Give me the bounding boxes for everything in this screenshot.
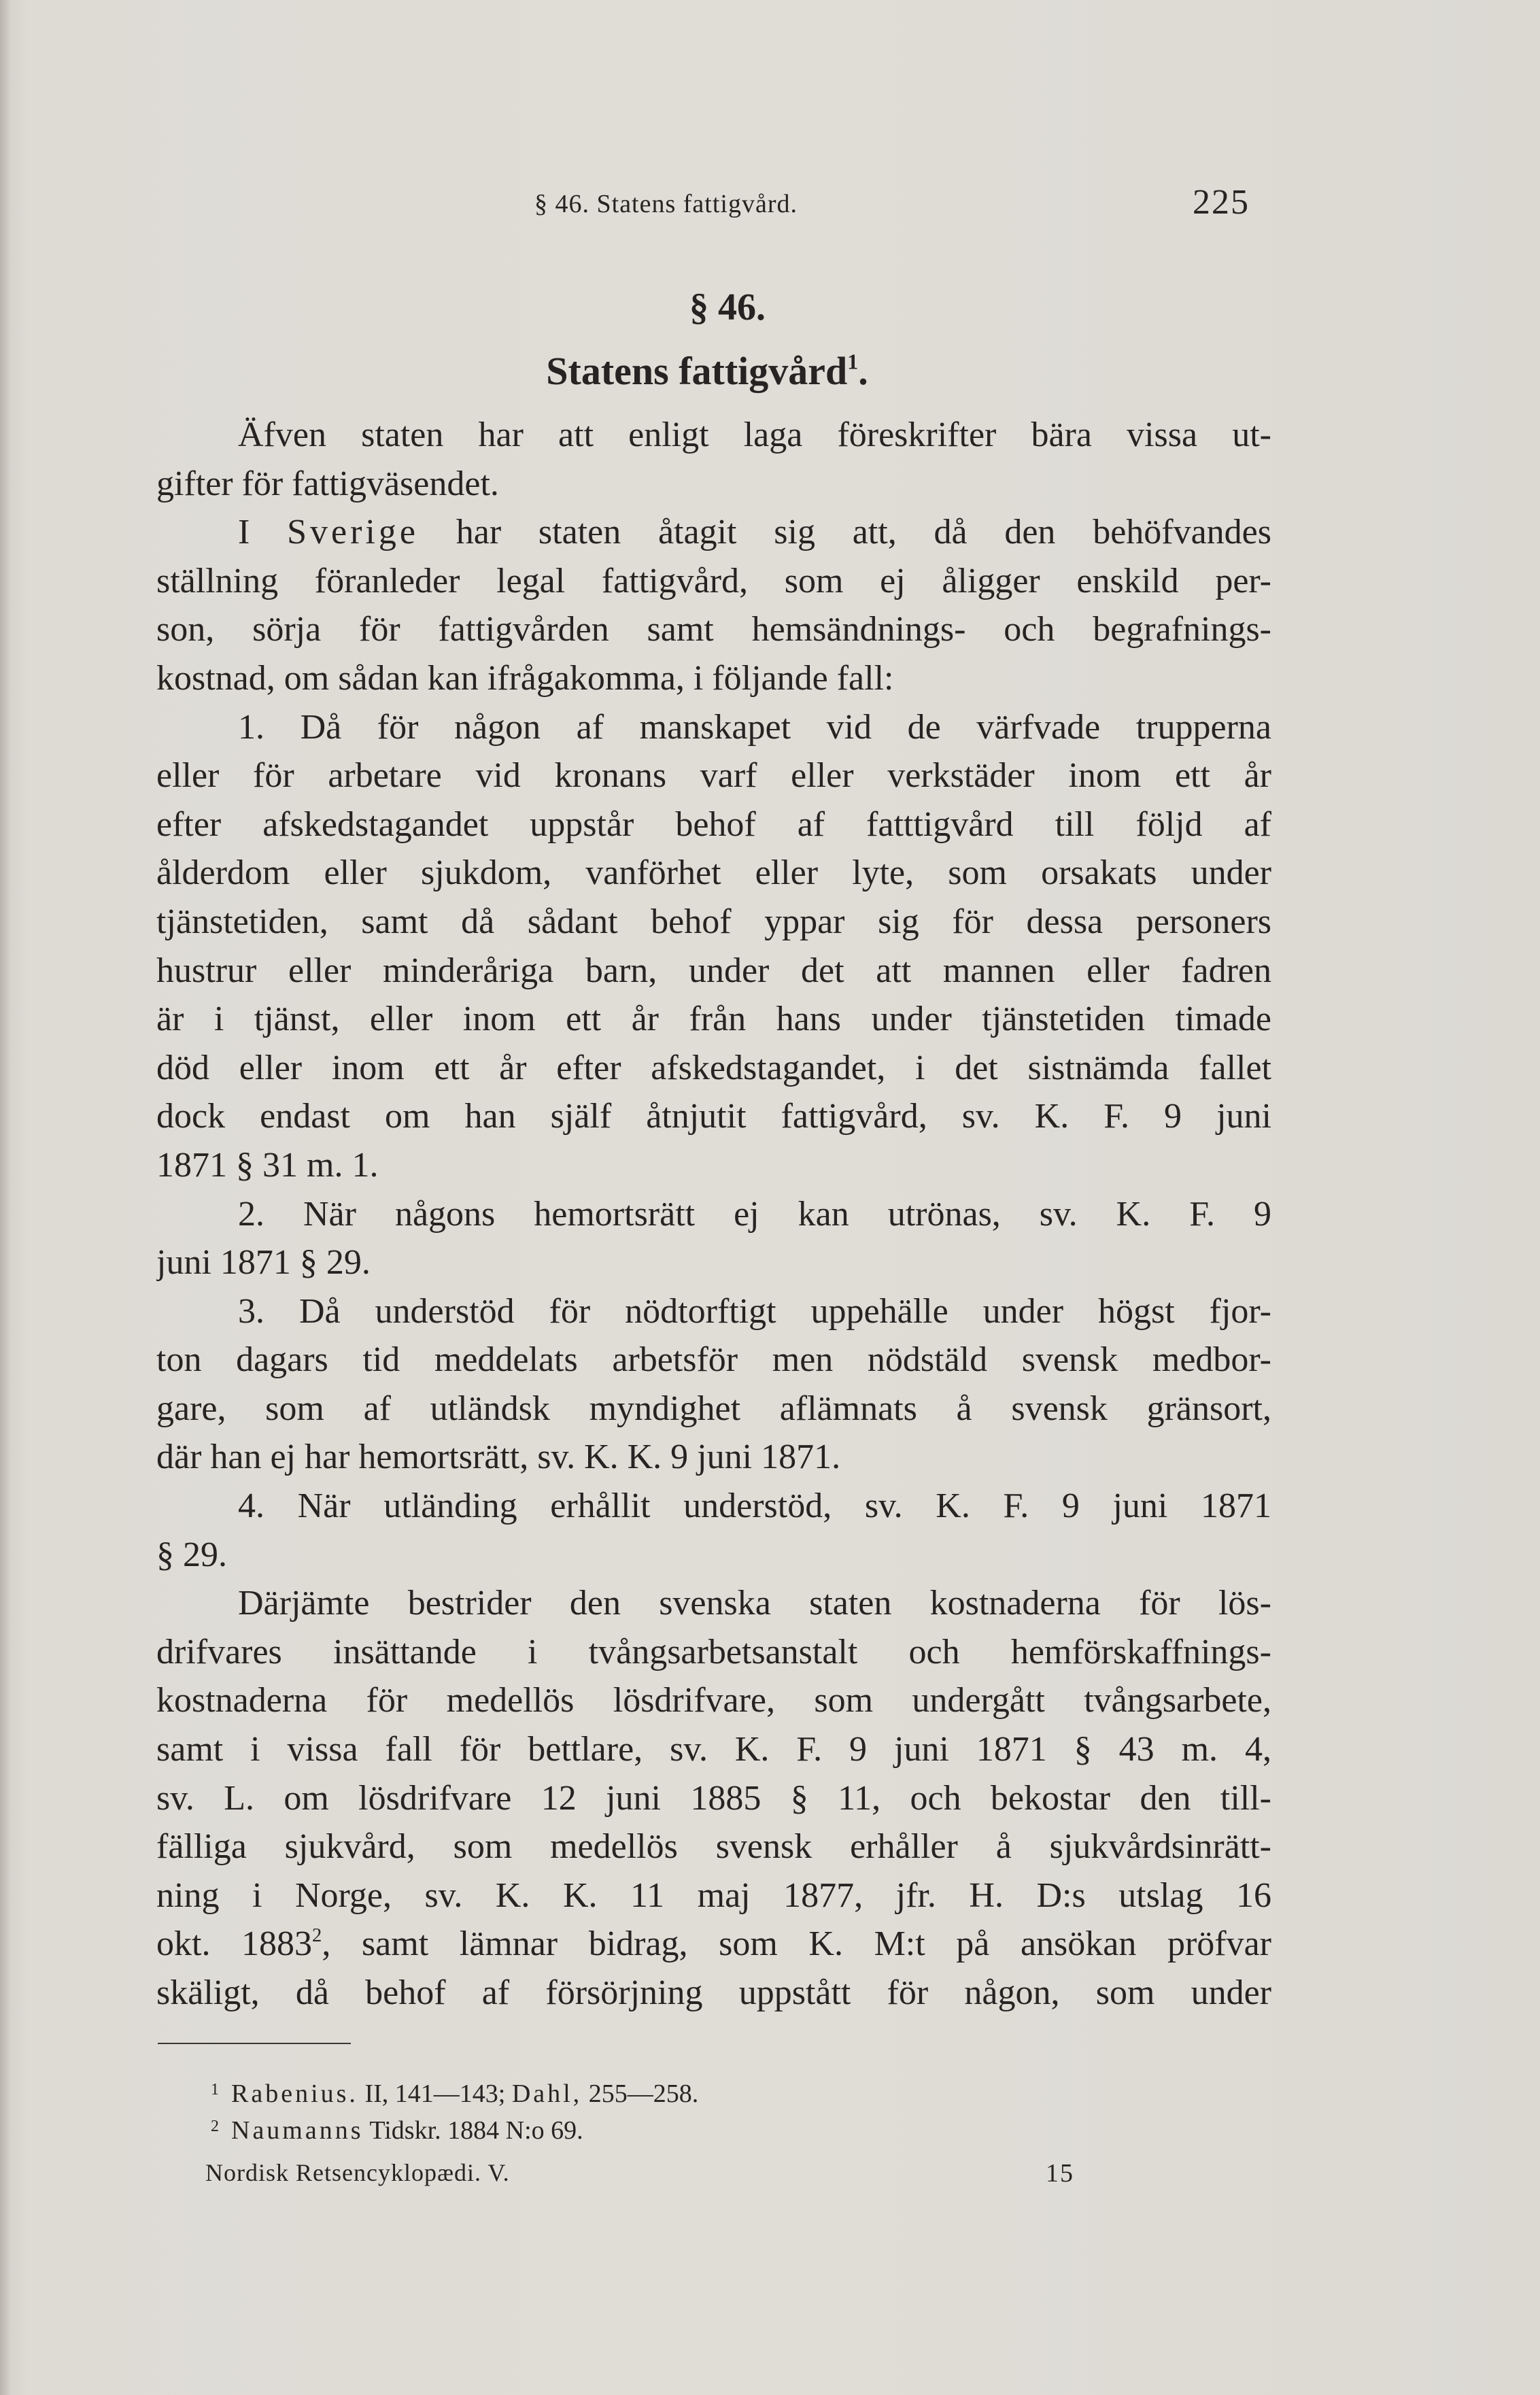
body-line: Äfven staten har att enligt laga föreskrifter bära vissa ut- xyxy=(238,415,1271,454)
body-line: 1. Då för någon af manskapet vid de värfvade trupperna xyxy=(238,707,1271,747)
body-line: är i tjänst, eller inom ett år från hans under tjänstetiden timade xyxy=(156,1000,1271,1039)
body-line: § 29. xyxy=(156,1535,227,1574)
body-line: ställning föranleder legal fattigvård, som ej åligger enskild per- xyxy=(156,561,1271,600)
body-line: ålderdom eller sjukdom, vanförhet eller lyte, som orsakats under xyxy=(156,853,1271,893)
body-line: där han ej har hemortsrätt, sv. K. K. 9 juni 1871. xyxy=(156,1438,841,1477)
footnote-2-author: Naumanns xyxy=(231,2116,364,2145)
footnotes xyxy=(211,2075,699,2149)
body-line: ning i Norge, sv. K. K. 11 maj 1877, jfr. H. D:s utslag 16 xyxy=(156,1875,1271,1915)
body-line-end: , samt lämnar bidrag, som K. M:t på ansökan pröfvar xyxy=(322,1924,1271,1964)
body-line: kostnad, om sådan kan ifrågakomma, i följande fall: xyxy=(156,658,894,698)
printer-signature-line xyxy=(205,2158,1089,2192)
footnote-1-text: II, 141—143; xyxy=(358,2079,512,2108)
body-line: 2. När någons hemortsrätt ej kan utrönas, sv. K. F. 9 xyxy=(238,1194,1271,1234)
signature-number: 15 xyxy=(1046,2159,1074,2188)
body-line: död eller inom ett år efter afskedstagandet, i det sistnämda fallet xyxy=(156,1048,1271,1087)
body-line: juni 1871 § 29. xyxy=(156,1243,371,1283)
body-line: 3. Då understöd för nödtorftigt uppehälle under högst fjor- xyxy=(238,1291,1271,1331)
body-line: 4. När utländing erhållit understöd, sv. K. F. 9 juni 1871 xyxy=(238,1487,1271,1526)
body-line: sv. L. om lösdrifvare 12 juni 1885 § 11, och bekostar den till- xyxy=(156,1778,1271,1818)
running-head-title: § 46. Statens fattigvård. xyxy=(534,190,798,218)
footnote-2-mark: 2 xyxy=(211,2118,219,2135)
footnote-1-mark: 1 xyxy=(211,2081,219,2099)
footnote-1 xyxy=(211,2075,699,2112)
section-number: § 46. xyxy=(689,286,766,328)
section-title-text: Statens fattigvård xyxy=(546,349,848,393)
body-line: I Sverige har staten åtagit sig att, då den behöfvandes xyxy=(238,513,1271,552)
footnote-1-author: Rabenius. xyxy=(231,2079,358,2108)
body-line: kostnaderna för medellös lösdrifvare, som undergått tvångsarbete, xyxy=(156,1681,1271,1720)
footnote-ref-1: 1 xyxy=(847,350,859,374)
body-line: fälliga sjukvård, som medellös svensk erhåller å sjukvårdsinrätt- xyxy=(156,1827,1271,1867)
body-line: dock endast om han själf åtnjutit fattigvård, sv. K. F. 9 juni xyxy=(156,1097,1271,1136)
footnote-ref-2: 2 xyxy=(312,1925,322,1947)
page-spine-shadow xyxy=(0,0,10,2395)
body-line: drifvares insättande i tvångsarbetsanstalt och hemförskaffnings- xyxy=(156,1632,1271,1671)
page-number: 225 xyxy=(1193,183,1250,222)
body-line-with-footnote xyxy=(156,1920,1271,1969)
publication-title: Nordisk Retsencyklopædi. V. xyxy=(205,2159,510,2186)
body-line: gifter för fattigväsendet. xyxy=(156,464,499,503)
body-line: eller för arbetare vid kronans varf eller verkstäder inom ett år xyxy=(156,756,1271,796)
footnote-2-text: Tidskr. 1884 N:o 69. xyxy=(363,2116,583,2145)
body-line: gare, som af utländsk myndighet aflämnats å svensk gränsort, xyxy=(156,1389,1271,1428)
footnote-1-author2: Dahl, xyxy=(511,2079,583,2108)
body-line: 1871 § 31 m. 1. xyxy=(156,1145,379,1185)
running-head xyxy=(0,182,1540,230)
body-line: ton dagars tid meddelats arbetsför men nödstäld svensk medbor- xyxy=(156,1340,1271,1380)
body-line: Därjämte bestrider den svenska staten kostnaderna för lös- xyxy=(238,1584,1271,1623)
section-title: Statens fattigvård$^1$. xyxy=(546,349,868,393)
footnote-1-text2: 255—258. xyxy=(582,2079,699,2108)
body-line: samt i vissa fall för bettlare, sv. K. F. 9 juni 1871 § 43 m. 4, xyxy=(156,1730,1271,1769)
body-line: hustrur eller minderåriga barn, under det att mannen eller fadren xyxy=(156,951,1271,990)
body-line: son, sörja för fattigvården samt hemsändnings- och begrafnings- xyxy=(156,610,1271,649)
body-line: tjänstetiden, samt då sådant behof yppar sig för dessa personers xyxy=(156,902,1271,941)
body-text xyxy=(156,411,1271,2018)
emphasis-sverige: Sverige xyxy=(287,513,419,552)
body-line: skäligt, då behof af försörjning uppstått för någon, som under xyxy=(156,1973,1271,2012)
footnote-2 xyxy=(211,2112,698,2149)
body-line: efter afskedstagandet uppstår behof af fatttigvård till följd af xyxy=(156,804,1271,844)
footnote-divider xyxy=(158,2043,351,2044)
body-line-start: okt. 1883 xyxy=(156,1924,313,1964)
